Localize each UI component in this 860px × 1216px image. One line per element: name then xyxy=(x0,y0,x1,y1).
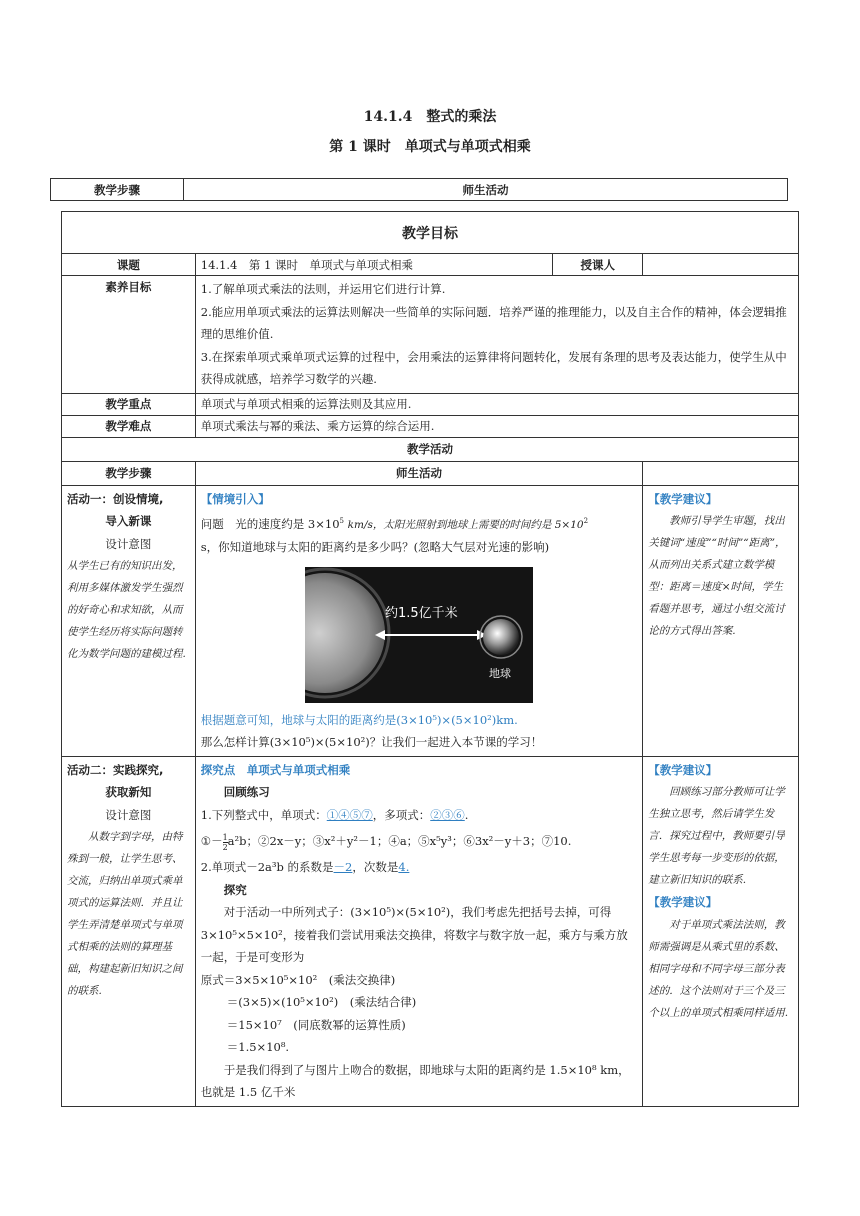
key-label: 教学重点 xyxy=(62,393,196,415)
step-2: ＝(3×5)×(10⁵×10²) (乘法结合律) xyxy=(226,995,417,1010)
activity1-answer: 根据题意可知，地球与太阳的距离约是(3×10⁵)×(5×10²)km. xyxy=(200,712,518,727)
page-title: 14.1.4 整式的乘法 xyxy=(363,109,497,125)
topic-label: 课题 xyxy=(62,254,196,276)
key-value: 单项式与单项式相乘的运算法则及其应用. xyxy=(195,393,798,415)
activity2-design-label: 设计意图 xyxy=(105,807,152,822)
activity1-section-tag: 【情境引入】 xyxy=(200,491,270,506)
top-col-steps: 教学步骤 xyxy=(51,179,184,201)
q1-answer-monomials: ①④⑤⑦ xyxy=(326,807,373,822)
literacy-item-3: 3.在探索单项式乘单项式运算的过程中，会用乘法的运算律将问题转化，发展有条理的思考及表达能力，使学生从中获得成就感，培养学习数学的兴趣. xyxy=(200,349,787,386)
sun-earth-image xyxy=(305,567,533,703)
main-table xyxy=(61,211,799,1107)
literacy-item-2: 2.能应用单项式乘法的运算法则解决一些简单的实际问题．培养严谨的推理能力，以及自主合作的精神，体会逻辑推理的思维价值. xyxy=(200,304,787,341)
conclusion: 于是我们得到了与图片上吻合的数据，即地球与太阳的距离约是 1.5×10⁸ km，也就是 1.5 亿千米 xyxy=(200,1062,630,1100)
activities-heading: 教学活动 xyxy=(62,437,799,461)
activity1-design-label: 设计意图 xyxy=(105,536,152,551)
activity2-suggest-text-2: 对于单项式乘法法则，教师需强调是从乘式里的系数、相同字母和不同字母三部分表述的．这个法则对于三个及三个以上的单项式相乘同样适用. xyxy=(648,918,789,1019)
activity1-suggest-tag: 【教学建议】 xyxy=(648,491,718,506)
explore-label: 探究 xyxy=(223,882,247,897)
activity2-suggest-tag-2: 【教学建议】 xyxy=(648,895,718,910)
activity1-title-line2: 导入新课 xyxy=(105,514,152,528)
teacher-label: 授课人 xyxy=(553,254,643,276)
activity1-design-text: 从学生已有的知识出发，利用多媒体激发学生强烈的好奇心和求知欲，从而使学生经历将实际问题转化为数学问题的建模过程. xyxy=(67,560,186,660)
explore-point-tag: 探究点 单项式与单项式相乘 xyxy=(200,762,351,777)
distance-label: 约1.5亿千米 xyxy=(385,605,458,621)
step-3: ＝15×10⁷ (同底数幂的运算性质) xyxy=(226,1017,406,1032)
question-2: 2.单项式－2a³b 的系数是－2，次数是4. xyxy=(200,860,410,875)
earth-label: 地球 xyxy=(489,666,511,680)
explore-paragraph: 对于活动一中所列式子：(3×10⁵)×(5×10²)，我们考虑先把括号去掉，可得 3×10⁵×5×10²，接着我们尝试用乘法交换律，将数字与数字放一起，乘方与乘方放一起，于是可变形为 xyxy=(200,905,628,965)
activity1-title-line1: 活动一：创设情境, xyxy=(67,491,164,506)
step-1: 原式＝3×5×10⁵×10² (乘法交换律) xyxy=(200,972,396,987)
goals-heading: 教学目标 xyxy=(62,212,799,254)
review-label: 回顾练习 xyxy=(223,785,270,800)
teacher-value xyxy=(643,254,799,276)
activity2-title-line1: 活动二：实践探究, xyxy=(67,762,164,777)
literacy-item-1: 1.了解单项式乘法的法则，并运用它们进行计算. xyxy=(200,282,446,296)
step-4: ＝1.5×10⁸. xyxy=(226,1040,290,1055)
question-1: 1.下列整式中，单项式：①④⑤⑦，多项式：②③⑥. xyxy=(200,807,469,822)
activity2-suggest-tag-1: 【教学建议】 xyxy=(648,762,718,777)
activities-col-empty xyxy=(643,461,799,485)
literacy-label: 素养目标 xyxy=(62,276,196,394)
activity1-problem-cont: s，你知道地球与太阳的距离约是多少吗？(忽略大气层对光速的影响) xyxy=(200,540,550,555)
topic-value: 14.1.4 第 1 课时 单项式与单项式相乘 xyxy=(195,254,553,276)
top-header-table xyxy=(50,178,788,201)
activities-col-main: 师生活动 xyxy=(195,461,642,485)
activities-col-steps: 教学步骤 xyxy=(62,461,196,485)
difficult-label: 教学难点 xyxy=(62,415,196,437)
activity2-title-line2: 获取新知 xyxy=(105,785,152,800)
question-1-items: ①－ $\frac{1}{2}$ a²b；②2x－y；③x²＋y²－1；④a；⑤x⁵y³；⑥3x²－y＋3；⑦10. xyxy=(200,832,572,852)
page-subtitle: 第 1 课时 单项式与单项式相乘 xyxy=(329,139,531,155)
activity2-suggest-text-1: 回顾练习部分教师可让学生独立思考，然后请学生发言．探究过程中，教师要引导学生思考每一步变形的依据，建立新旧知识的联系. xyxy=(648,786,785,887)
q1-answer-polynomials: ②③⑥ xyxy=(430,807,465,822)
activity1-problem: 问题 光的速度约是 $3\times 10^5$ km/s，太阳光照射到地球上需要的时间约是 $5\times 10^2$ xyxy=(200,516,589,531)
top-col-activities: 师生活动 xyxy=(184,179,788,201)
activity1-lead: 那么怎样计算(3×10⁵)×(5×10²)？让我们一起进入本节课的学习！ xyxy=(200,735,543,750)
activity1-suggest-text: 教师引导学生审题，找出关键词“速度”“时间”“距离”，从而列出关系式建立数学模型：距离＝速度×时间，学生看题并思考，通过小组交流讨论的方式得出答案. xyxy=(648,515,786,637)
difficult-value: 单项式乘法与幂的乘法、乘方运算的综合运用. xyxy=(195,415,798,437)
activity2-design-text: 从数字到字母，由特殊到一般，让学生思考、交流，归纳出单项式乘单项式的运算法则．并且让学生弄清楚单项式与单项式相乘的法则的算理基础，构建起新旧知识之间的联系. xyxy=(67,831,183,998)
earth-icon xyxy=(483,619,519,655)
